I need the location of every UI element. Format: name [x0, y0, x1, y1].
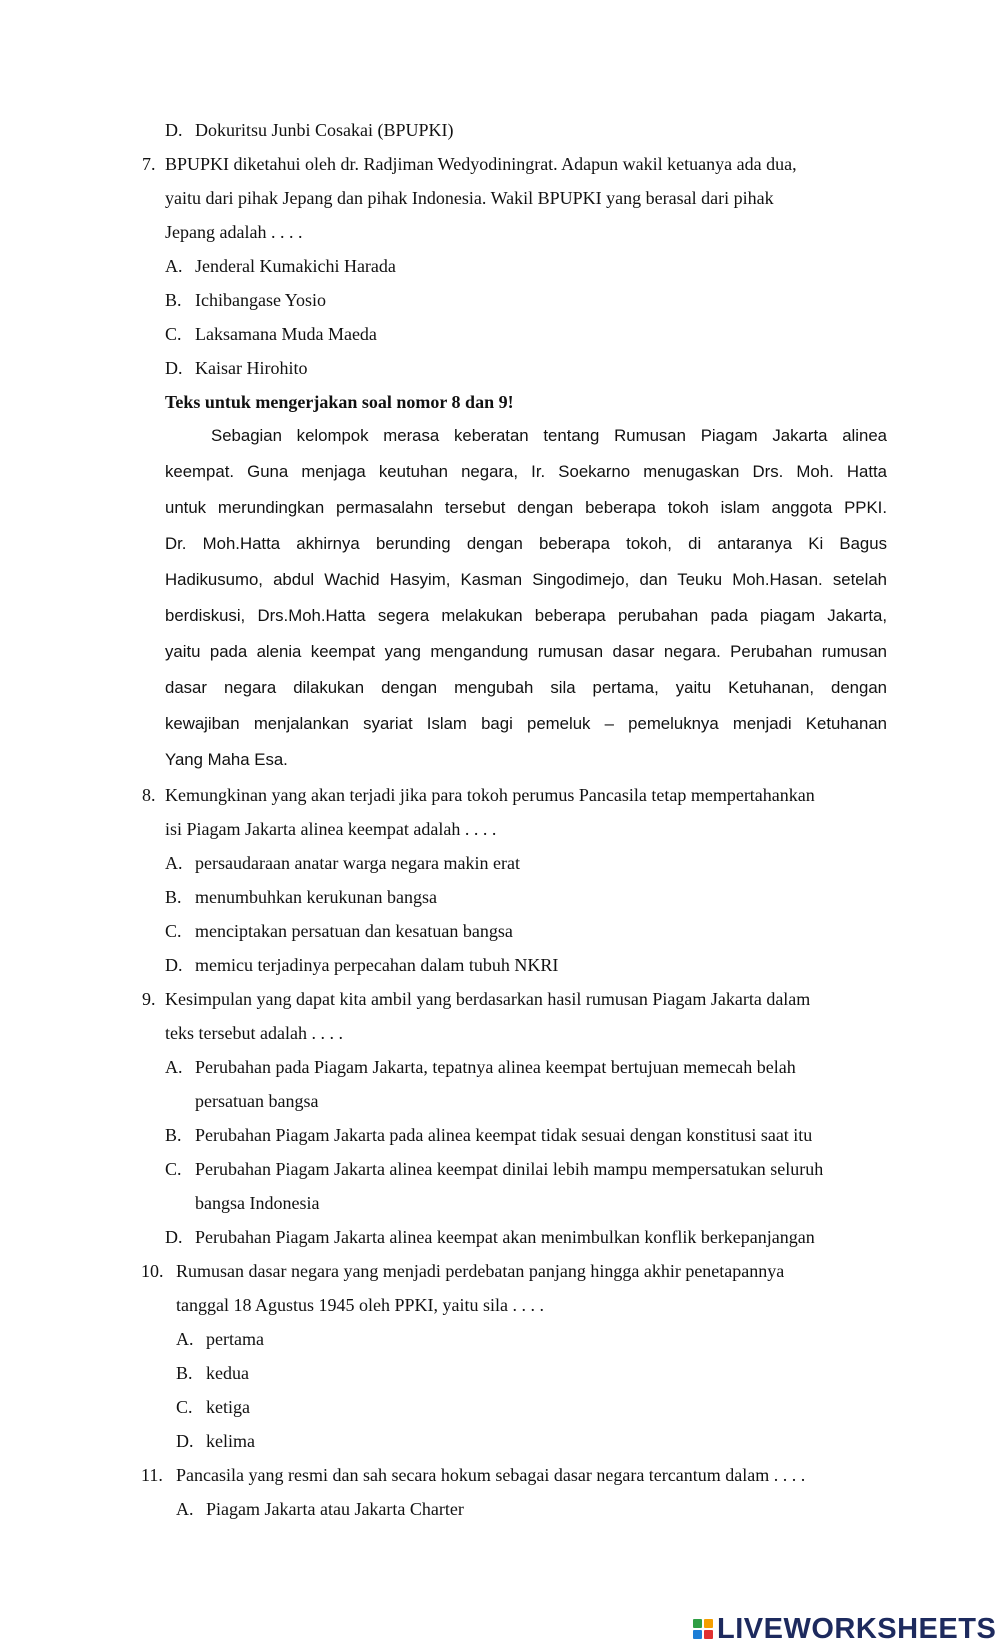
- option-c[interactable]: [165, 914, 513, 948]
- question-text-line: Jepang adalah . . . .: [165, 222, 303, 242]
- option-c[interactable]: [176, 1390, 250, 1424]
- question-text-line: Kesimpulan yang dapat kita ambil yang berdasarkan hasil rumusan Piagam Jakarta dalam: [165, 989, 811, 1009]
- option-d[interactable]: [165, 948, 558, 982]
- option-letter: D.: [165, 1227, 183, 1247]
- passage-line: untuk merundingkan permasalahn tersebut dengan beberapa tokoh islam anggota PPKI.: [165, 498, 887, 517]
- passage-line: berdiskusi, Drs.Moh.Hatta segera melakukan beberapa perubahan pada piagam Jakarta,: [165, 606, 887, 625]
- question-text-line: teks tersebut adalah . . . .: [165, 1023, 343, 1043]
- option-text: pertama: [206, 1329, 264, 1349]
- option-text: kelima: [206, 1431, 255, 1451]
- question-text-line: isi Piagam Jakarta alinea keempat adalah . . . .: [165, 819, 497, 839]
- option-letter: A.: [176, 1329, 194, 1349]
- passage-line: Dr. Moh.Hatta akhirnya berunding dengan beberapa tokoh, di antaranya Ki Bagus: [165, 534, 887, 553]
- question-number: 10.: [141, 1261, 164, 1281]
- option-letter: C.: [176, 1397, 193, 1417]
- option-text: Dokuritsu Junbi Cosakai (BPUPKI): [195, 120, 454, 140]
- question-text-line: tanggal 18 Agustus 1945 oleh PPKI, yaitu sila . . . .: [176, 1295, 544, 1315]
- option-a[interactable]: [165, 846, 520, 880]
- option-letter: C.: [165, 921, 182, 941]
- option-letter: C.: [165, 324, 182, 344]
- option-text: Perubahan pada Piagam Jakarta, tepatnya alinea keempat bertujuan memecah belah: [195, 1057, 796, 1077]
- logo-text: LIVEWORKSHEETS: [717, 1612, 997, 1645]
- question-number: 8.: [142, 785, 156, 805]
- option-d[interactable]: [176, 1424, 255, 1458]
- logo-square-icon: [704, 1619, 713, 1628]
- option-a[interactable]: [176, 1492, 464, 1526]
- option-text: menumbuhkan kerukunan bangsa: [195, 887, 437, 907]
- question-text-line: Kemungkinan yang akan terjadi jika para tokoh perumus Pancasila tetap mempertahankan: [165, 785, 815, 805]
- option-a-continuation: persatuan bangsa: [195, 1091, 319, 1111]
- option-text: Perubahan Piagam Jakarta alinea keempat akan menimbulkan konflik berkepanjangan: [195, 1227, 815, 1247]
- option-text: memicu terjadinya perpecahan dalam tubuh NKRI: [195, 955, 559, 975]
- option-text: Piagam Jakarta atau Jakarta Charter: [206, 1499, 464, 1519]
- option-letter: B.: [165, 1125, 182, 1145]
- option-letter: B.: [176, 1363, 193, 1383]
- option-a[interactable]: [165, 249, 396, 283]
- passage-line: keempat. Guna menjaga keutuhan negara, Ir. Soekarno menugaskan Drs. Moh. Hatta: [165, 462, 887, 481]
- option-text: Ichibangase Yosio: [195, 290, 326, 310]
- option-letter: B.: [165, 887, 182, 907]
- question-number: 11.: [141, 1465, 163, 1485]
- option-letter: A.: [176, 1499, 194, 1519]
- passage-line: Yang Maha Esa.: [165, 750, 288, 769]
- option-c[interactable]: [165, 1152, 823, 1186]
- option-letter: C.: [165, 1159, 182, 1179]
- option-b[interactable]: [176, 1356, 249, 1390]
- option-letter: A.: [165, 1057, 183, 1077]
- logo-grid-icon: [693, 1619, 713, 1639]
- option-text: Perubahan Piagam Jakarta alinea keempat dinilai lebih mampu mempersatukan seluruh: [195, 1159, 824, 1179]
- option-letter: D.: [165, 955, 183, 975]
- prev-option-d[interactable]: [165, 113, 454, 147]
- question-text-line: Pancasila yang resmi dan sah secara hokum sebagai dasar negara tercantum dalam . . . .: [176, 1465, 806, 1485]
- passage-line: Sebagian kelompok merasa keberatan tentang Rumusan Piagam Jakarta alinea: [211, 426, 887, 445]
- question-text-line: yaitu dari pihak Jepang dan pihak Indonesia. Wakil BPUPKI yang berasal dari pihak: [165, 188, 774, 208]
- liveworksheets-logo[interactable]: [693, 1612, 996, 1646]
- option-b[interactable]: [165, 1118, 812, 1152]
- option-a[interactable]: [165, 1050, 796, 1084]
- option-text: kedua: [206, 1363, 249, 1383]
- option-letter: D.: [165, 358, 183, 378]
- passage-line: Hadikusumo, abdul Wachid Hasyim, Kasman Singodimejo, dan Teuku Moh.Hasan. setelah: [165, 570, 887, 589]
- option-b[interactable]: [165, 880, 437, 914]
- option-letter: B.: [165, 290, 182, 310]
- passage-line: dasar negara dilakukan dengan mengubah sila pertama, yaitu Ketuhanan, dengan: [165, 678, 887, 697]
- passage-heading: Teks untuk mengerjakan soal nomor 8 dan 9!: [165, 392, 514, 412]
- question-text-line: BPUPKI diketahui oleh dr. Radjiman Wedyodiningrat. Adapun wakil ketuanya ada dua,: [165, 154, 797, 174]
- option-letter: D.: [165, 120, 183, 140]
- option-letter: A.: [165, 256, 183, 276]
- option-text: persaudaraan anatar warga negara makin erat: [195, 853, 520, 873]
- option-text: Perubahan Piagam Jakarta pada alinea keempat tidak sesuai dengan konstitusi saat itu: [195, 1125, 813, 1145]
- logo-square-icon: [693, 1619, 702, 1628]
- option-a[interactable]: [176, 1322, 264, 1356]
- logo-square-icon: [704, 1630, 713, 1639]
- option-text: menciptakan persatuan dan kesatuan bangsa: [195, 921, 513, 941]
- passage-line: yaitu pada alenia keempat yang mengandung rumusan dasar negara. Perubahan rumusan: [165, 642, 887, 661]
- option-b[interactable]: [165, 283, 326, 317]
- question-number: 7.: [142, 154, 156, 174]
- question-text-line: Rumusan dasar negara yang menjadi perdebatan panjang hingga akhir penetapannya: [176, 1261, 785, 1281]
- reading-passage: [165, 418, 887, 778]
- logo-square-icon: [693, 1630, 702, 1639]
- option-text: Laksamana Muda Maeda: [195, 324, 377, 344]
- option-d[interactable]: [165, 1220, 815, 1254]
- option-letter: A.: [165, 853, 183, 873]
- option-letter: D.: [176, 1431, 194, 1451]
- option-text: Kaisar Hirohito: [195, 358, 308, 378]
- passage-line: kewajiban menjalankan syariat Islam bagi pemeluk – pemeluknya menjadi Ketuhanan: [165, 714, 887, 733]
- option-c[interactable]: [165, 317, 377, 351]
- question-number: 9.: [142, 989, 156, 1009]
- option-text: ketiga: [206, 1397, 250, 1417]
- option-d[interactable]: [165, 351, 307, 385]
- option-text: Jenderal Kumakichi Harada: [195, 256, 396, 276]
- option-c-continuation: bangsa Indonesia: [195, 1193, 320, 1213]
